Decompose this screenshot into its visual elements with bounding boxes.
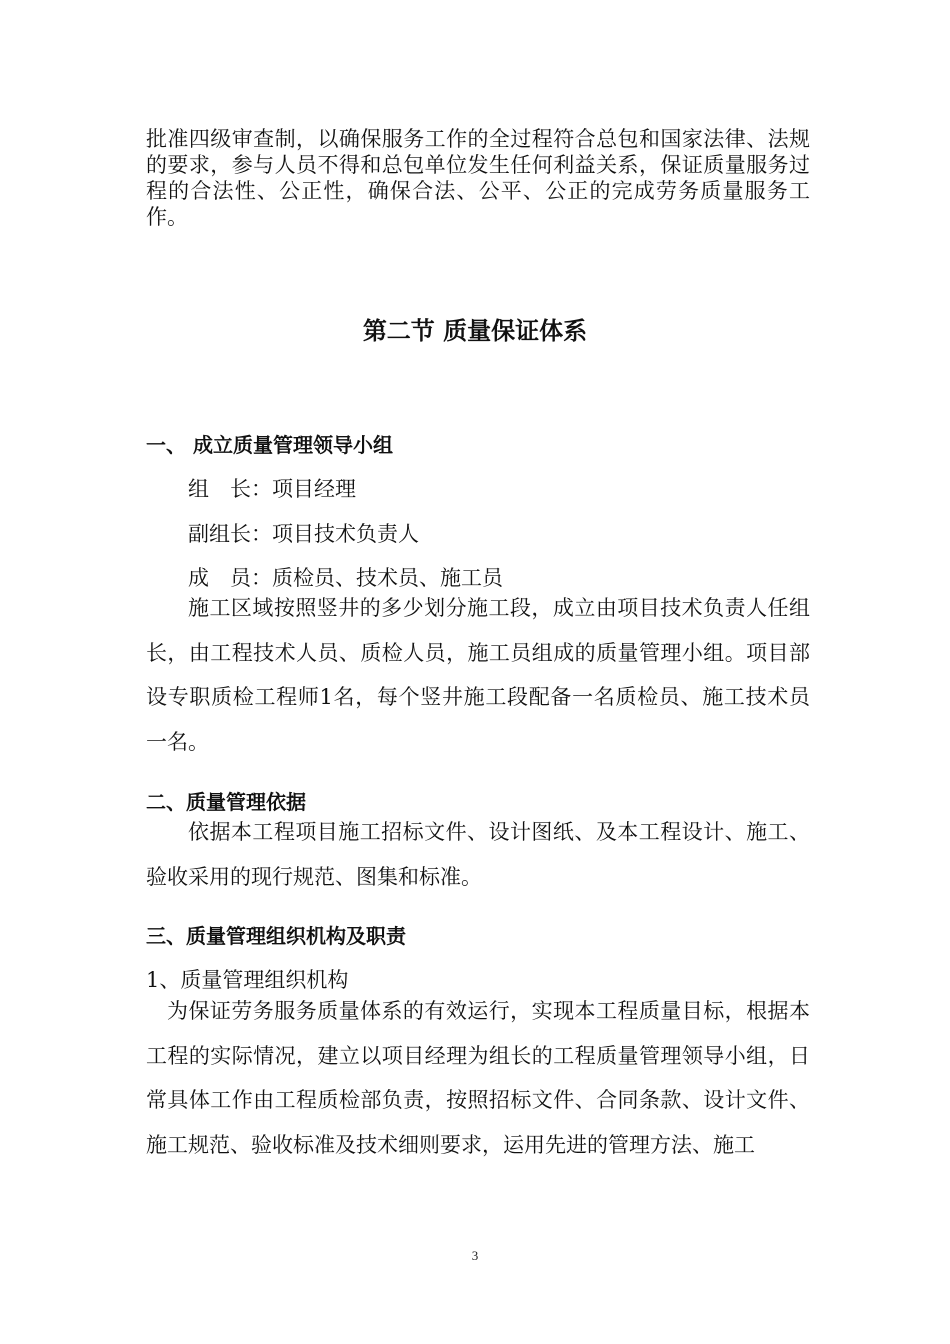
paragraph-1: 施工区域按照竖井的多少划分施工段，成立由项目技术负责人任组长，由工程技术人员、质检人员，施工员组成的质量管理小组。项目部设专职质检工程师1名，每个竖井施工段配备一名质检员、施工技术员一名。 bbox=[146, 596, 810, 754]
section-title: 第二节 质量保证体系 bbox=[362, 316, 588, 345]
leader-line: 组 长：项目经理 bbox=[188, 477, 356, 501]
subheading-1: 1、质量管理组织机构 bbox=[146, 968, 349, 992]
heading-3: 三、质量管理组织机构及职责 bbox=[146, 924, 406, 948]
members-line: 成 员：质检员、技术员、施工员 bbox=[188, 566, 503, 590]
paragraph-2: 依据本工程项目施工招标文件、设计图纸、及本工程设计、施工、验收采用的现行规范、图集和标准。 bbox=[146, 820, 810, 889]
heading-1: 一、 成立质量管理领导小组 bbox=[146, 433, 393, 457]
intro-paragraph: 批准四级审查制，以确保服务工作的全过程符合总包和国家法律、法规的要求，参与人员不得和总包单位发生任何利益关系，保证质量服务过程的合法性、公正性，确保合法、公平、公正的完成劳务质量服务工作。 bbox=[146, 127, 810, 229]
page-number: 3 bbox=[471, 1248, 479, 1263]
heading-2: 二、质量管理依据 bbox=[146, 790, 306, 814]
paragraph-3: 为保证劳务服务质量体系的有效运行，实现本工程质量目标，根据本工程的实际情况，建立以项目经理为组长的工程质量管理领导小组，日常具体工作由工程质检部负责，按照招标文件、合同条款、设计文件、施工规范、验收标准及技术细则要求，运用先进的管理方法、施工 bbox=[146, 999, 810, 1157]
deputy-line: 副组长：项目技术负责人 bbox=[188, 522, 419, 546]
